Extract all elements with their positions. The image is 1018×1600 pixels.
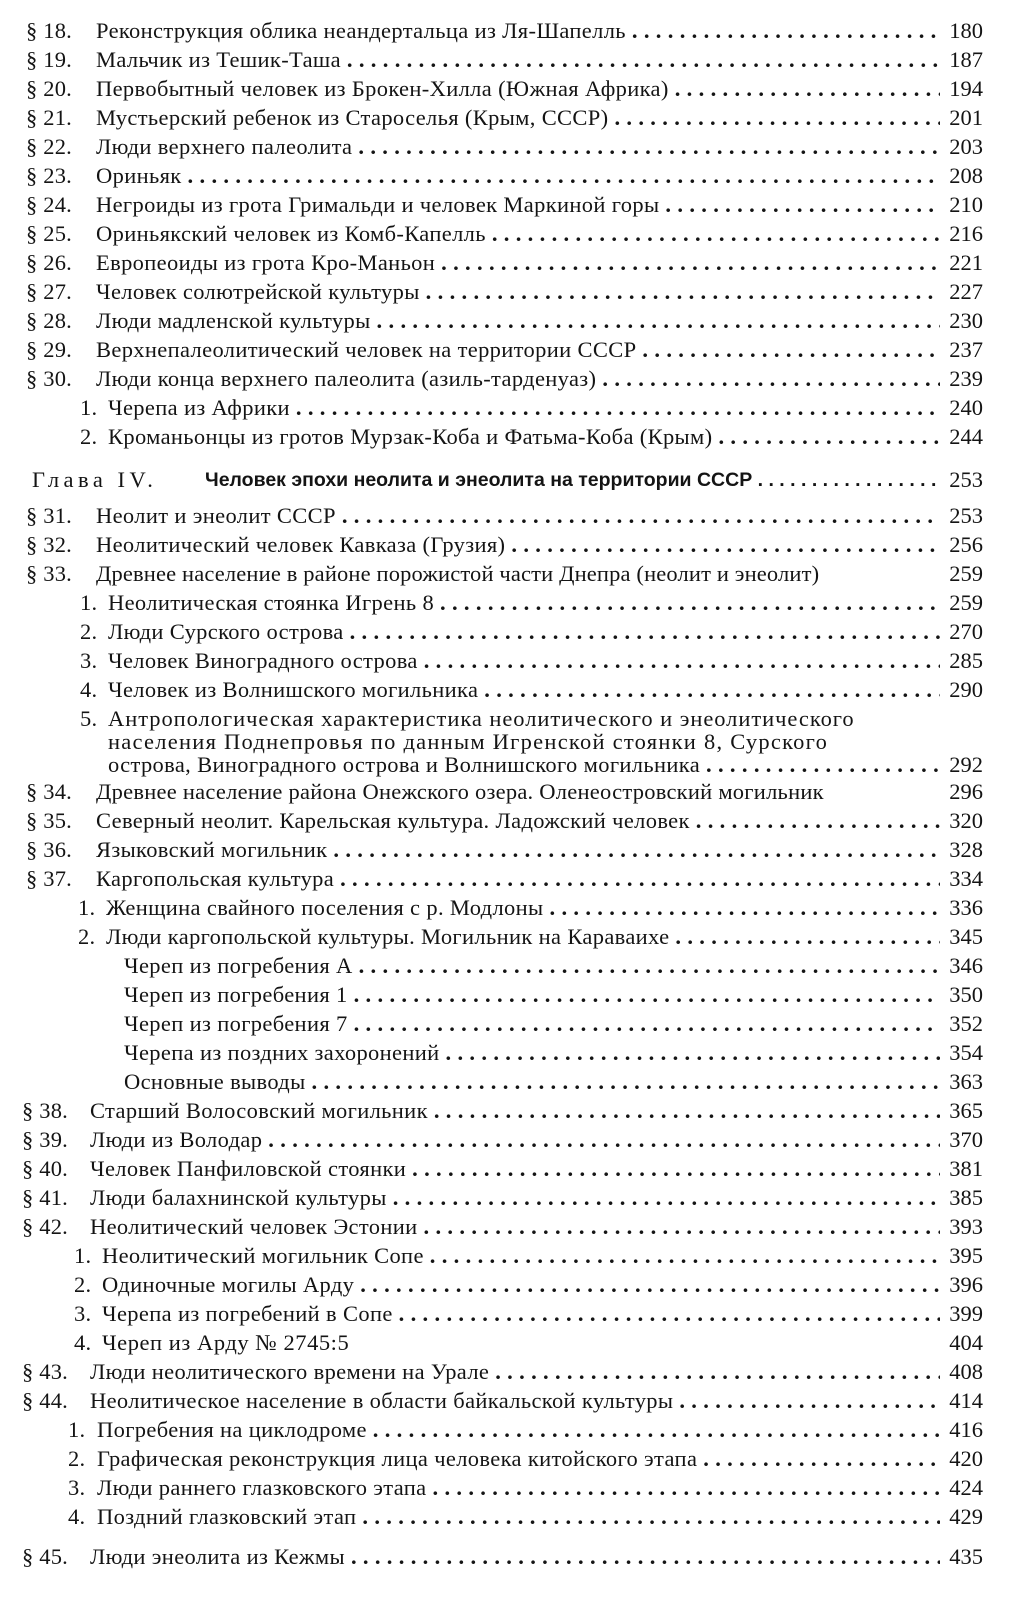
entry-title: Первобытный человек из Брокен-Хилла (Южная Африка) . . . (96, 76, 940, 102)
entry-page: 180 (949, 18, 983, 43)
entry-page: 320 (949, 808, 983, 833)
toc-subsubentry (0, 1011, 1018, 1040)
entry-number: § 29. (26, 337, 72, 362)
entry-number: § 38. (22, 1098, 68, 1123)
toc-subentry (0, 895, 1018, 924)
entry-number: § 22. (26, 134, 72, 159)
entry-page: 237 (949, 337, 983, 362)
entry-title: Люди верхнего палеолита . . . (96, 134, 940, 160)
toc-entry (0, 779, 1018, 808)
toc-entry (0, 503, 1018, 532)
toc-subsubentry (0, 982, 1018, 1011)
entry-page: 296 (949, 779, 983, 804)
entry-title-line-2: населения Поднепровья по данным Игренской стоянки 8, Сурского (108, 729, 829, 754)
entry-number: § 20. (26, 76, 72, 101)
entry-title: Верхнепалеолитический человек на территории СССР . . . (96, 337, 940, 363)
entry-page: 416 (949, 1417, 983, 1442)
entry-page: 385 (949, 1185, 983, 1210)
toc-subentry (0, 1446, 1018, 1475)
toc-subsubentry (0, 953, 1018, 982)
toc-entry (0, 308, 1018, 337)
entry-page: 435 (949, 1544, 983, 1569)
entry-page: 328 (949, 837, 983, 862)
entry-title: Женщина свайного поселения с р. Модлоны . . . (106, 895, 940, 921)
entry-number: 1. (80, 590, 98, 615)
entry-title: Неолитический человек Эстонии . . . (90, 1214, 940, 1240)
entry-number: 1. (74, 1243, 92, 1268)
toc-entry (0, 337, 1018, 366)
entry-number: 2. (80, 424, 98, 449)
chapter-title: Человек эпохи неолита и энеолита на территории СССР . . . (205, 469, 940, 492)
entry-page: 259 (949, 590, 983, 615)
entry-title: Черепа из погребений в Сопе . . . (102, 1301, 940, 1327)
entry-number: § 43. (22, 1359, 68, 1384)
entry-title: Люди энеолита из Кежмы . . . (90, 1544, 940, 1570)
entry-number: 2. (68, 1446, 86, 1471)
entry-page: 270 (949, 619, 983, 644)
entry-page: 230 (949, 308, 983, 333)
entry-number: 3. (74, 1301, 92, 1326)
toc-subentry (0, 1301, 1018, 1330)
entry-page: 210 (949, 192, 983, 217)
entry-page: 194 (949, 76, 983, 101)
toc-entry (0, 279, 1018, 308)
entry-title: Люди неолитического времени на Урале . . . (90, 1359, 940, 1385)
toc-entry (0, 1098, 1018, 1127)
entry-page: 334 (949, 866, 983, 891)
toc-entry (0, 221, 1018, 250)
entry-title-line-1: Антропологическая характеристика неолитического и энеолитического (108, 706, 855, 731)
entry-title: Череп из погребения 7 . . . (124, 1011, 940, 1037)
toc-entry (0, 1127, 1018, 1156)
entry-number: § 35. (26, 808, 72, 833)
entry-page: 429 (949, 1504, 983, 1529)
entry-title: Неолитическая стоянка Игрень 8 . . . (108, 590, 940, 616)
entry-number: 4. (74, 1330, 92, 1355)
toc-subentry-continuation (0, 752, 1018, 781)
entry-page: 354 (949, 1040, 983, 1065)
toc-entry (0, 1359, 1018, 1388)
toc-entry (0, 1156, 1018, 1185)
entry-page: 396 (949, 1272, 983, 1297)
entry-number: 3. (68, 1475, 86, 1500)
entry-number: 5. (80, 706, 98, 731)
entry-number: 2. (74, 1272, 92, 1297)
entry-page: 363 (949, 1069, 983, 1094)
entry-number: § 42. (22, 1214, 68, 1239)
toc-subentry (0, 1330, 1018, 1359)
entry-page: 221 (949, 250, 983, 275)
entry-page: 253 (949, 467, 983, 492)
entry-title: Череп из Арду № 2745:5 (102, 1330, 350, 1355)
entry-title: Череп из погребения А . . . (124, 953, 940, 979)
entry-title: Человек солютрейской культуры . . . (96, 279, 940, 305)
entry-number: § 36. (26, 837, 72, 862)
entry-number: § 45. (22, 1544, 68, 1569)
entry-title: Негроиды из грота Гримальди и человек Маркиной горы . . . (96, 192, 940, 218)
entry-title: Кроманьонцы из гротов Мурзак-Коба и Фатьма-Коба (Крым) . . . (108, 424, 940, 450)
entry-page: 201 (949, 105, 983, 130)
toc-entry (0, 1214, 1018, 1243)
entry-title: Неолитический могильник Сопе . . . (102, 1243, 940, 1269)
entry-page: 292 (949, 752, 983, 777)
entry-number: 1. (68, 1417, 86, 1442)
toc-entry (0, 1388, 1018, 1417)
entry-page: 240 (949, 395, 983, 420)
toc-entry (0, 47, 1018, 76)
entry-number: 3. (80, 648, 98, 673)
entry-page: 408 (949, 1359, 983, 1384)
toc-subentry (0, 924, 1018, 953)
entry-title: Древнее население района Онежского озера. Оленеостровский могильник (96, 779, 824, 804)
toc-subentry (0, 677, 1018, 706)
entry-page: 399 (949, 1301, 983, 1326)
toc-subsubentry (0, 1040, 1018, 1069)
entry-number: § 23. (26, 163, 72, 188)
entry-number: § 33. (26, 561, 72, 586)
entry-title: Графическая реконструкция лица человека китойского этапа . . . (97, 1446, 940, 1472)
entry-title: Погребения на циклодроме . . . (97, 1417, 940, 1443)
entry-page: 259 (949, 561, 983, 586)
entry-number: 4. (68, 1504, 86, 1529)
toc-subentry (0, 1272, 1018, 1301)
entry-title: Поздний глазковский этап . . . (97, 1504, 940, 1530)
entry-title: Реконструкция облика неандертальца из Ля-Шапелль . . . (96, 18, 940, 44)
entry-page: 414 (949, 1388, 983, 1413)
entry-title: Одиночные могилы Арду . . . (102, 1272, 940, 1298)
chapter-heading (0, 467, 1018, 496)
entry-title: Старший Волосовский могильник . . . (90, 1098, 940, 1124)
entry-number: § 39. (22, 1127, 68, 1152)
entry-number: § 34. (26, 779, 72, 804)
entry-number: 1. (80, 395, 98, 420)
toc-entry (0, 1544, 1018, 1573)
entry-title: Люди раннего глазковского этапа . . . (97, 1475, 940, 1501)
entry-page: 253 (949, 503, 983, 528)
entry-page: 365 (949, 1098, 983, 1123)
entry-title: Каргопольская культура . . . (96, 866, 940, 892)
entry-title: Языковский могильник . . . (96, 837, 940, 863)
toc-subentry (0, 1417, 1018, 1446)
entry-number: § 21. (26, 105, 72, 130)
entry-page: 352 (949, 1011, 983, 1036)
entry-title: Человек Панфиловской стоянки . . . (90, 1156, 940, 1182)
entry-page: 208 (949, 163, 983, 188)
entry-page: 216 (949, 221, 983, 246)
entry-number: § 25. (26, 221, 72, 246)
entry-page: 290 (949, 677, 983, 702)
entry-number: § 30. (26, 366, 72, 391)
toc-entry (0, 1185, 1018, 1214)
entry-page: 381 (949, 1156, 983, 1181)
entry-title: Черепа из поздних захоронений . . . (124, 1040, 940, 1066)
entry-page: 346 (949, 953, 983, 978)
toc-subentry (0, 424, 1018, 453)
entry-number: 2. (80, 619, 98, 644)
entry-page: 424 (949, 1475, 983, 1500)
entry-title: Мустьерский ребенок из Староселья (Крым, СССР) . . . (96, 105, 940, 131)
entry-number: 1. (78, 895, 96, 920)
entry-title: Неолит и энеолит СССР . . . (96, 503, 940, 529)
toc-subentry (0, 395, 1018, 424)
entry-title: Черепа из Африки . . . (108, 395, 940, 421)
entry-title: Ориньяк . . . (96, 163, 940, 189)
entry-number: § 19. (26, 47, 72, 72)
entry-number: § 41. (22, 1185, 68, 1210)
entry-number: § 37. (26, 866, 72, 891)
toc-entry (0, 105, 1018, 134)
entry-number: § 24. (26, 192, 72, 217)
entry-title: Люди из Володар . . . (90, 1127, 940, 1153)
toc-entry (0, 76, 1018, 105)
entry-page: 227 (949, 279, 983, 304)
toc-subentry (0, 1504, 1018, 1533)
entry-title: Люди Сурского острова . . . (108, 619, 940, 645)
entry-page: 393 (949, 1214, 983, 1239)
entry-number: § 44. (22, 1388, 68, 1413)
entry-number: § 28. (26, 308, 72, 333)
entry-number: § 18. (26, 18, 72, 43)
entry-title: Череп из погребения 1 . . . (124, 982, 940, 1008)
entry-number: 4. (80, 677, 98, 702)
chapter-label: Глава IV. (32, 467, 158, 492)
entry-title: Люди конца верхнего палеолита (азиль-тарденуаз) . . . (96, 366, 940, 392)
entry-page: 256 (949, 532, 983, 557)
entry-number: § 40. (22, 1156, 68, 1181)
toc-entry (0, 837, 1018, 866)
entry-page: 203 (949, 134, 983, 159)
entry-number: § 31. (26, 503, 72, 528)
entry-page: 350 (949, 982, 983, 1007)
entry-title: Ориньякский человек из Комб-Капелль . . . (96, 221, 940, 247)
entry-number: § 26. (26, 250, 72, 275)
entry-page: 420 (949, 1446, 983, 1471)
toc-subentry (0, 1475, 1018, 1504)
entry-page: 404 (949, 1330, 983, 1355)
toc-subentry (0, 648, 1018, 677)
entry-page: 244 (949, 424, 983, 449)
entry-page: 187 (949, 47, 983, 72)
toc-entry (0, 18, 1018, 47)
entry-title: Человек Виноградного острова . . . (108, 648, 940, 674)
toc-subentry (0, 590, 1018, 619)
toc-entry (0, 192, 1018, 221)
entry-title: Люди каргопольской культуры. Могильник на Караваихе . . . (106, 924, 940, 950)
entry-number: § 32. (26, 532, 72, 557)
entry-number: § 27. (26, 279, 72, 304)
entry-number: 2. (78, 924, 96, 949)
toc-entry (0, 134, 1018, 163)
entry-title: Человек из Волнишского могильника . . . (108, 677, 940, 703)
toc-entry (0, 866, 1018, 895)
entry-page: 370 (949, 1127, 983, 1152)
toc-entry (0, 561, 1018, 590)
entry-page: 239 (949, 366, 983, 391)
entry-page: 336 (949, 895, 983, 920)
toc-entry (0, 808, 1018, 837)
entry-title: Люди балахнинской культуры . . . (90, 1185, 940, 1211)
toc-entry (0, 163, 1018, 192)
entry-title: Неолитическое население в области байкальской культуры . . . (90, 1388, 940, 1414)
entry-page: 345 (949, 924, 983, 949)
toc-entry (0, 366, 1018, 395)
entry-title: Северный неолит. Карельская культура. Ладожский человек . . . (96, 808, 940, 834)
toc-entry (0, 250, 1018, 279)
toc-subsubentry (0, 1069, 1018, 1098)
entry-page: 395 (949, 1243, 983, 1268)
entry-title-line-3: острова, Виноградного острова и Волнишского могильника . . . (108, 752, 940, 778)
toc-subentry (0, 619, 1018, 648)
entry-title: Древнее население в районе порожистой части Днепра (неолит и энеолит) (96, 561, 820, 586)
entry-title: Мальчик из Тешик-Таша . . . (96, 47, 940, 73)
entry-title: Основные выводы . . . (124, 1069, 940, 1095)
toc-subentry (0, 1243, 1018, 1272)
entry-title: Люди мадленской культуры . . . (96, 308, 940, 334)
entry-title: Неолитический человек Кавказа (Грузия) . . . (96, 532, 940, 558)
entry-title: Европеоиды из грота Кро-Маньон . . . (96, 250, 940, 276)
toc-entry (0, 532, 1018, 561)
entry-page: 285 (949, 648, 983, 673)
